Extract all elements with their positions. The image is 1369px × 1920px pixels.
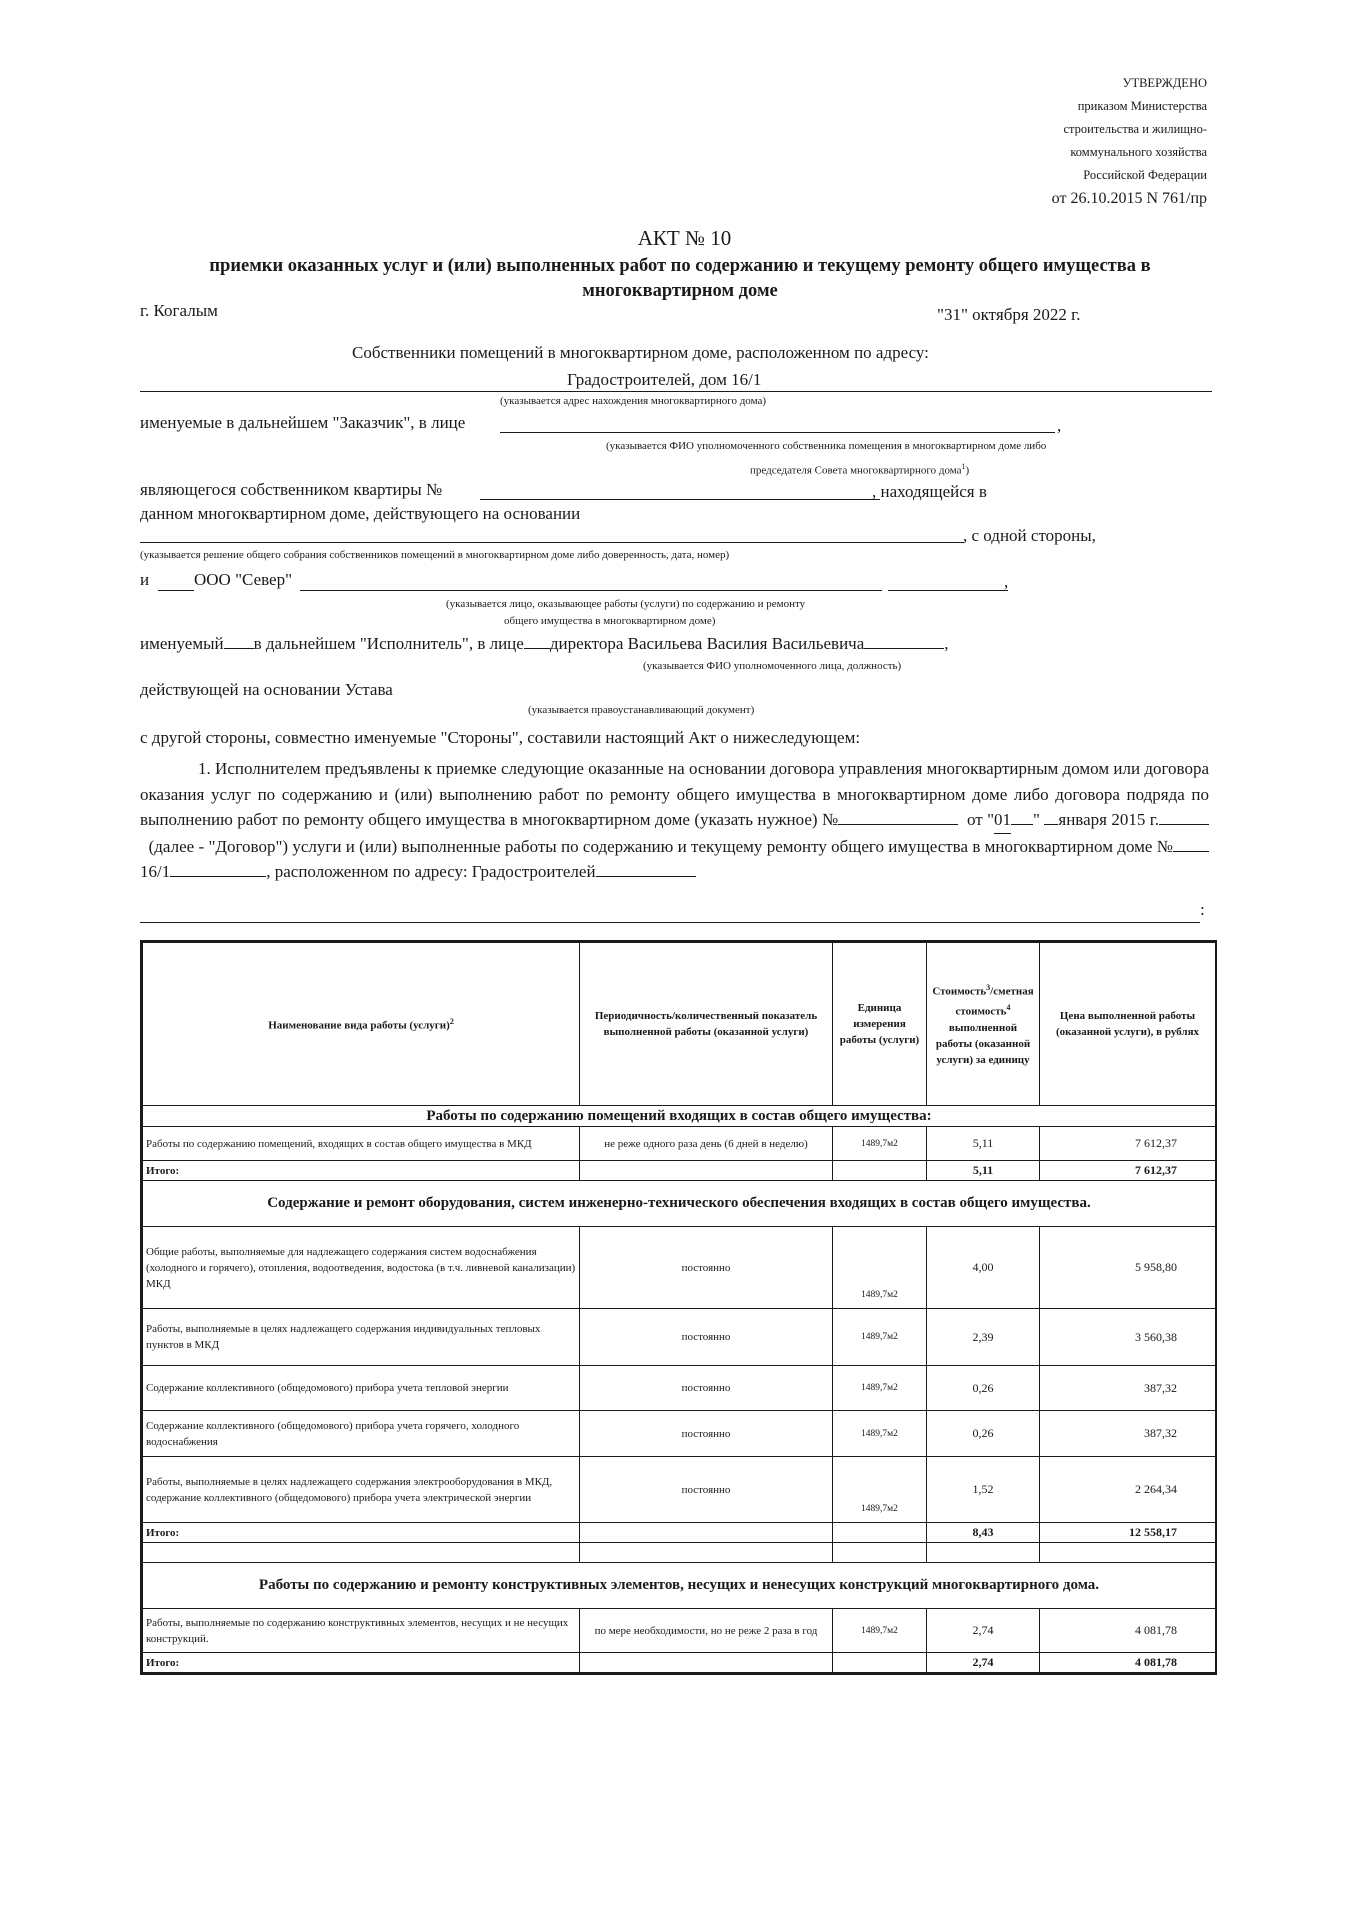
empty-cell [580,1543,833,1563]
basis-hint: (указывается решение общего собрания собственников помещений в многоквартирном доме либо доверенность, дата, номер) [140,549,730,561]
customer-line: именуемые в дальнейшем "Заказчик", в лице [140,413,466,432]
row-price: 4 081,78 [1040,1609,1216,1653]
table-row [143,1366,1216,1411]
executor-hint: (указывается ФИО уполномоченного лица, должность) [643,660,902,672]
executor-line: именуемый в дальнейшем "Исполнитель", в лице директора Васильева Василия Васильевича , [140,634,949,653]
empty-cell [143,1543,580,1563]
basis-line: данном многоквартирном доме, действующего на основании [140,504,581,523]
total-price: 7 612,37 [1040,1161,1216,1181]
row-period: постоянно [580,1411,833,1457]
contractor-hint-1: (указывается лицо, оказывающее работы (услуги) по содержанию и ремонту [446,598,806,610]
contractor-pre-underline [158,590,194,591]
row-price: 2 264,34 [1040,1457,1216,1523]
empty-row [143,1543,1216,1563]
act-date: "31" октября 2022 г. [937,305,1081,324]
row-period: по мере необходимости, но не реже 2 раза в год [580,1609,833,1653]
owner-line-a: являющегося собственником квартиры № [140,480,443,499]
row-unit: 1489,7м2 [833,1366,927,1411]
executor-blank-2 [524,648,550,649]
empty-cell [580,1523,833,1543]
empty-cell [580,1161,833,1181]
empty-cell [833,1653,927,1673]
approved-line-4: коммунального хозяйства [1070,145,1207,159]
row-period: не реже одного раза день (6 дней в неделю) [580,1127,833,1161]
total-cost: 2,74 [927,1653,1040,1673]
row-unit: 1489,7м2 [833,1457,927,1523]
contract-month-blank [1044,824,1058,825]
approved-line-2: приказом Министерства [1077,99,1207,113]
executor-b: в дальнейшем "Исполнитель", в лице [253,634,524,653]
customer-comma: , [1057,416,1062,435]
total-row [143,1161,1216,1181]
executor-blank-1 [224,648,254,649]
contract-number-label: № [821,810,839,829]
row-name: Общие работы, выполняемые для надлежащего содержания систем водоснабжения (холодного и горячего), отопления, водоотведения, водостока (в т.ч. ливневой канализации) МКД [143,1227,580,1309]
act-subtitle: приемки оказанных услуг и (или) выполненных работ по содержанию и текущему ремонту общего имущества в многоквартирном доме [209,256,1151,301]
executor-a: именуемый [140,634,224,653]
owner-line-b: , находящейся в [872,482,987,501]
table-row [143,1309,1216,1366]
paragraph-1-continuation: (далее - "Договор") услуги и (или) выполненные работы по содержанию и текущему ремонту общего имущества в многоквартирном доме № [148,836,1173,856]
paragraph-colon: : [1200,900,1205,919]
header-name: Наименование вида работы (услуги)$^2$ [143,943,580,1106]
total-price: 12 558,17 [1040,1523,1216,1543]
address-underline [140,391,1212,392]
table-row [143,1457,1216,1523]
total-price: 4 081,78 [1040,1653,1216,1673]
row-name: Работы по содержанию помещений, входящих в состав общего имущества в МКД [143,1127,580,1161]
row-cost: 1,52 [927,1457,1040,1523]
contract-day-blank [1011,824,1033,825]
paragraph-1 [140,756,1209,885]
row-unit: 1489,7м2 [833,1127,927,1161]
table-row [143,1127,1216,1161]
approved-line-5: Российской Федерации [1083,168,1207,182]
apartment-underline [480,499,880,500]
contractor-hint-2: общего имущества в многоквартирном доме) [504,615,716,627]
section-row [143,1106,1216,1127]
city: г. Когалым [140,301,218,320]
header-price: Цена выполненной работы (оказанной услуги), в рублях [1040,943,1216,1106]
paragraph-1-text: 1. Исполнителем предъявлены к приемке следующие оказанные на основании договора управления многоквартирным домом или договора оказания услуг по содержанию и (или) выполнению работ по ремонту общего имущества в многоквартирном доме либо договора подряда по выполнению работ по ремонту общего имущества в многоквартирном доме (указать нужное) [140,759,1209,829]
row-cost: 0,26 [927,1411,1040,1457]
approved-line-3: строительства и жилищно- [1063,122,1207,136]
row-period: постоянно [580,1366,833,1411]
total-cost: 8,43 [927,1523,1040,1543]
row-name: Работы, выполняемые в целях надлежащего содержания индивидуальных тепловых пунктов в МКД [143,1309,580,1366]
one-side: , с одной стороны, [963,526,1096,545]
section-1-title: Работы по содержанию помещений входящих в состав общего имущества: [143,1106,1216,1127]
row-price: 387,32 [1040,1411,1216,1457]
works-table [140,940,1217,1675]
street-blank [596,876,696,877]
located-text: , расположенном по адресу: [266,862,468,881]
contract-year-blank [1159,824,1209,825]
approval-stamp [947,72,1207,210]
contractor-underline [300,590,882,591]
row-period: постоянно [580,1457,833,1523]
contractor-comma: , [1004,572,1009,591]
acting-hint: (указывается правоустанавливающий документ) [528,704,755,716]
empty-cell [833,1161,927,1181]
total-row [143,1523,1216,1543]
row-name: Работы, выполняемые по содержанию конструктивных элементов, несущих и не несущих конструкций. [143,1609,580,1653]
row-period: постоянно [580,1309,833,1366]
contract-month-year: января 2015 г. [1058,810,1160,829]
contract-day: 01 [994,807,1011,834]
header-period: Периодичность/количественный показатель выполненной работы (оказанной услуги) [580,943,833,1106]
section-row [143,1563,1216,1609]
header-unit: Единица измерения работы (услуги) [833,943,927,1106]
row-name: Работы, выполняемые в целях надлежащего содержания электрооборудования в МКД, содержание коллективного (общедомового) прибора учета электрической энергии [143,1457,580,1523]
row-unit: 1489,7м2 [833,1309,927,1366]
house-post-blank [170,876,266,877]
acting-basis: действующей на основании Устава [140,680,393,699]
section-row [143,1181,1216,1227]
table-row [143,1227,1216,1309]
row-name: Содержание коллективного (общедомового) прибора учета горячего, холодного водоснабжения [143,1411,580,1457]
approved-line-6: от 26.10.2015 N 761/пр [1051,190,1207,207]
row-unit: 1489,7м2 [833,1411,927,1457]
contractor-name: ООО "Север" [194,570,293,589]
address-full-underline [140,922,1200,923]
street-name: Градостроителей [471,862,596,881]
address-hint: (указывается адрес нахождения многоквартирного дома) [500,395,767,407]
house-pre-blank [1173,851,1209,852]
row-period: постоянно [580,1227,833,1309]
address-value: Градостроителей, дом 16/1 [567,370,762,389]
contract-number-blank [838,824,958,825]
row-price: 3 560,38 [1040,1309,1216,1366]
row-cost: 0,26 [927,1366,1040,1411]
empty-cell [1040,1543,1216,1563]
total-label: Итого: [143,1653,580,1673]
row-price: 7 612,37 [1040,1127,1216,1161]
row-cost: 4,00 [927,1227,1040,1309]
executor-blank-3 [864,648,944,649]
contract-quote: " [1033,810,1040,829]
total-cost: 5,11 [927,1161,1040,1181]
basis-underline [140,542,964,543]
contract-from: от " [967,810,995,829]
total-label: Итого: [143,1161,580,1181]
act-title: АКТ № 10 [637,226,732,250]
house-number: 16/1 [140,862,171,881]
empty-cell [927,1543,1040,1563]
row-cost: 2,39 [927,1309,1040,1366]
row-cost: 2,74 [927,1609,1040,1653]
section-2-title: Содержание и ремонт оборудования, систем инженерно-технического обеспечения входящих в состав общего имущества. [143,1181,1216,1227]
row-cost: 5,11 [927,1127,1040,1161]
row-unit: 1489,7м2 [833,1609,927,1653]
contractor-and: и [140,570,150,589]
total-row [143,1653,1216,1673]
header-cost: Стоимость$^3$/сметная стоимость$^4$ выполненной работы (оказанной услуги) за единицу [927,943,1040,1106]
row-price: 5 958,80 [1040,1227,1216,1309]
empty-cell [580,1653,833,1673]
other-side: с другой стороны, совместно именуемые "Стороны", составили настоящий Акт о нижеследующем: [140,728,861,747]
customer-hint-1: (указывается ФИО уполномоченного собственника помещения в многоквартирном доме либо [606,440,1047,452]
empty-cell [833,1523,927,1543]
row-name: Содержание коллективного (общедомового) прибора учета тепловой энергии [143,1366,580,1411]
section-3-title: Работы по содержанию и ремонту конструктивных элементов, несущих и ненесущих конструкций многоквартирного дома. [143,1563,1216,1609]
row-price: 387,32 [1040,1366,1216,1411]
contractor-underline-2 [888,590,1008,591]
executor-person: директора Васильева Василия Васильевича [549,634,865,653]
customer-hint-2: председателя Совета многоквартирного дома$^1$) [750,462,970,477]
row-unit: 1489,7м2 [833,1227,927,1309]
approved-line-1: УТВЕРЖДЕНО [1122,76,1207,90]
empty-cell [833,1543,927,1563]
table-row [143,1411,1216,1457]
table-row [143,1609,1216,1653]
total-label: Итого: [143,1523,580,1543]
customer-underline [500,432,1055,433]
owners-line: Собственники помещений в многоквартирном доме, расположенном по адресу: [352,343,929,362]
